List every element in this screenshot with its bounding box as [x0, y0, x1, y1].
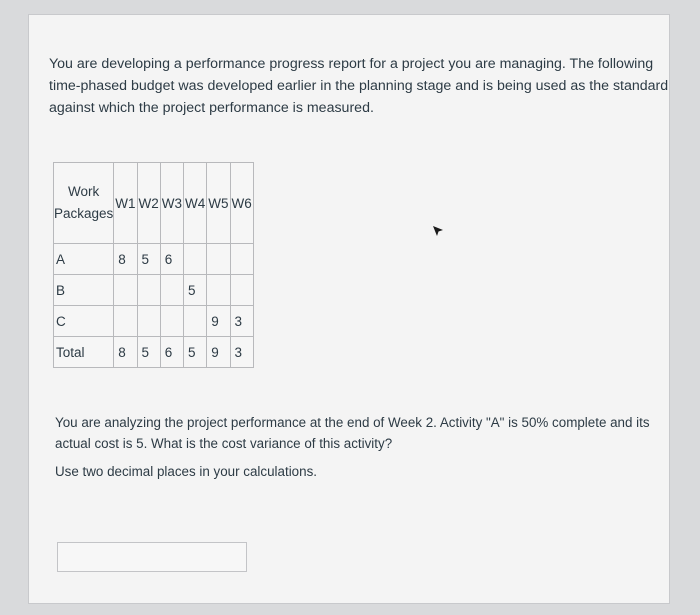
row-label: A	[54, 244, 114, 275]
table-cell	[207, 275, 230, 306]
row-label: Total	[54, 337, 114, 368]
week-header: W3	[160, 163, 183, 244]
table-cell	[137, 275, 160, 306]
table-cell	[160, 306, 183, 337]
table-cell	[184, 306, 207, 337]
table-cell	[230, 275, 253, 306]
mouse-cursor-icon	[431, 224, 445, 240]
table-cell: 6	[160, 244, 183, 275]
time-phased-budget-table	[53, 162, 254, 368]
question-card	[28, 14, 670, 604]
table-cell	[207, 244, 230, 275]
week-header: W6	[230, 163, 253, 244]
table-cell: 5	[184, 275, 207, 306]
table-cell: 5	[137, 337, 160, 368]
table-cell: 6	[160, 337, 183, 368]
table-row-total	[54, 337, 254, 368]
table-cell: 3	[230, 306, 253, 337]
table-cell: 8	[114, 244, 137, 275]
table-row	[54, 244, 254, 275]
row-label: B	[54, 275, 114, 306]
answer-input[interactable]	[57, 542, 247, 572]
table-cell: 3	[230, 337, 253, 368]
table-cell	[184, 244, 207, 275]
week-header: W5	[207, 163, 230, 244]
table-cell	[160, 275, 183, 306]
table-cell: 5	[184, 337, 207, 368]
table-cell	[114, 306, 137, 337]
table-cell: 9	[207, 337, 230, 368]
question-text: You are analyzing the project performance at the end of Week 2. Activity "A" is 50% complete and its actual cost is 5. What is the cost variance of this activity?	[55, 415, 650, 451]
table-cell: 5	[137, 244, 160, 275]
table-cell: 9	[207, 306, 230, 337]
table-row	[54, 275, 254, 306]
table-cell	[114, 275, 137, 306]
table-header-row	[54, 163, 254, 244]
table-cell: 8	[114, 337, 137, 368]
intro-text: You are developing a performance progress report for a project you are managing. The following time-phased budget was developed earlier in the planning stage and is being used as the standard against which the project performance is measured.	[49, 56, 669, 116]
instruction-text: Use two decimal places in your calculations.	[55, 464, 317, 479]
row-label: C	[54, 306, 114, 337]
table-row	[54, 306, 254, 337]
table-cell	[137, 306, 160, 337]
week-header: W4	[184, 163, 207, 244]
table-cell	[230, 244, 253, 275]
week-header: W2	[137, 163, 160, 244]
week-header: W1	[114, 163, 137, 244]
work-packages-header: Work Packages	[54, 163, 114, 244]
